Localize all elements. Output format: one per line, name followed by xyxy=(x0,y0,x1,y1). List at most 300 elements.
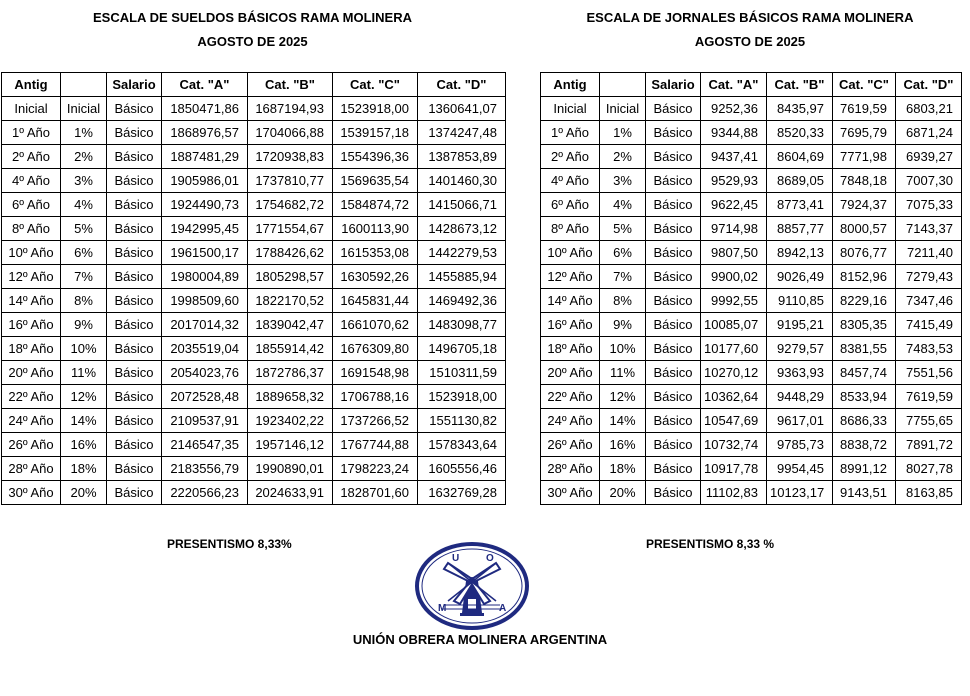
table-cell: Básico xyxy=(107,481,162,505)
table-cell: 5% xyxy=(61,217,107,241)
table-cell: 9807,50 xyxy=(701,241,767,265)
table-cell: 1374247,48 xyxy=(418,121,506,145)
table-cell: 4% xyxy=(61,193,107,217)
table-cell: 9344,88 xyxy=(701,121,767,145)
table-cell: 1442279,53 xyxy=(418,241,506,265)
table-cell: 5% xyxy=(600,217,646,241)
table-cell: 10085,07 xyxy=(701,313,767,337)
table-cell: 14% xyxy=(600,409,646,433)
table-cell: 22º Año xyxy=(541,385,600,409)
table-cell: 7211,40 xyxy=(896,241,962,265)
table-cell: 26º Año xyxy=(541,433,600,457)
table-cell: 1839042,47 xyxy=(248,313,333,337)
table-cell: 9714,98 xyxy=(701,217,767,241)
column-header: Cat. "C" xyxy=(333,73,418,97)
table-cell: 1630592,26 xyxy=(333,265,418,289)
logo-letter-o: O xyxy=(486,553,494,564)
table-cell: 8305,35 xyxy=(833,313,896,337)
table-cell: 1887481,29 xyxy=(162,145,248,169)
table-row xyxy=(2,193,506,217)
table-cell: Básico xyxy=(646,193,701,217)
table-row xyxy=(2,145,506,169)
table-cell: Básico xyxy=(646,433,701,457)
table-cell: 20% xyxy=(600,481,646,505)
table-row xyxy=(541,145,962,169)
table-cell: 10732,74 xyxy=(701,433,767,457)
table-cell: 30º Año xyxy=(541,481,600,505)
table-cell: 1661070,62 xyxy=(333,313,418,337)
table-row xyxy=(2,313,506,337)
table-cell: 7619,59 xyxy=(896,385,962,409)
table-cell: 1855914,42 xyxy=(248,337,333,361)
table-cell: 12º Año xyxy=(2,265,61,289)
table-cell: 8435,97 xyxy=(767,97,833,121)
table-cell: Básico xyxy=(107,145,162,169)
table-cell: 11102,83 xyxy=(701,481,767,505)
table-cell: 7619,59 xyxy=(833,97,896,121)
table-cell: 2072528,48 xyxy=(162,385,248,409)
presentismo-sueldos: PRESENTISMO 8,33% xyxy=(167,537,292,551)
table-cell: 1788426,62 xyxy=(248,241,333,265)
table-cell: 1615353,08 xyxy=(333,241,418,265)
table-cell: 18º Año xyxy=(2,337,61,361)
table-cell: Básico xyxy=(107,409,162,433)
table-cell: 2º Año xyxy=(2,145,61,169)
table-cell: 10917,78 xyxy=(701,457,767,481)
table-cell: 1687194,93 xyxy=(248,97,333,121)
table-cell: 8º Año xyxy=(2,217,61,241)
table-cell: 1469492,36 xyxy=(418,289,506,313)
table-row xyxy=(2,409,506,433)
table-cell: 1706788,16 xyxy=(333,385,418,409)
table-cell: 10270,12 xyxy=(701,361,767,385)
table-row xyxy=(2,265,506,289)
table-cell: 30º Año xyxy=(2,481,61,505)
table-cell: 9617,01 xyxy=(767,409,833,433)
table-cell: 6% xyxy=(61,241,107,265)
table-cell: 9% xyxy=(61,313,107,337)
table-cell: Básico xyxy=(646,265,701,289)
table-cell: 9529,93 xyxy=(701,169,767,193)
table-cell: 8857,77 xyxy=(767,217,833,241)
table-cell: 8991,12 xyxy=(833,457,896,481)
table-cell: 10º Año xyxy=(2,241,61,265)
table-cell: 2035519,04 xyxy=(162,337,248,361)
table-cell: Inicial xyxy=(2,97,61,121)
table-cell: 8773,41 xyxy=(767,193,833,217)
table-cell: 1798223,24 xyxy=(333,457,418,481)
table-cell: 7% xyxy=(61,265,107,289)
table-cell: 1957146,12 xyxy=(248,433,333,457)
table-cell: 1990890,01 xyxy=(248,457,333,481)
table-cell: 18% xyxy=(600,457,646,481)
table-cell: 1496705,18 xyxy=(418,337,506,361)
table-cell: 8000,57 xyxy=(833,217,896,241)
table-cell: Básico xyxy=(107,241,162,265)
table-cell: 20% xyxy=(61,481,107,505)
table-row xyxy=(541,385,962,409)
table-cell: 24º Año xyxy=(541,409,600,433)
table-cell: Básico xyxy=(107,433,162,457)
table-row xyxy=(2,241,506,265)
table-cell: 1428673,12 xyxy=(418,217,506,241)
table-cell: 18º Año xyxy=(541,337,600,361)
table-cell: 9622,45 xyxy=(701,193,767,217)
table-cell: 2% xyxy=(600,145,646,169)
column-header: Salario xyxy=(646,73,701,97)
table-cell: 3% xyxy=(600,169,646,193)
table-cell: 8076,77 xyxy=(833,241,896,265)
table-cell: 9143,51 xyxy=(833,481,896,505)
table-cell: 2146547,35 xyxy=(162,433,248,457)
table-cell: 9279,57 xyxy=(767,337,833,361)
table-cell: 1850471,86 xyxy=(162,97,248,121)
table-cell: Básico xyxy=(646,481,701,505)
column-header: Antig xyxy=(2,73,61,97)
table-cell: 1632769,28 xyxy=(418,481,506,505)
table-cell: 10% xyxy=(600,337,646,361)
column-header: Cat. "C" xyxy=(833,73,896,97)
table-cell: Básico xyxy=(107,385,162,409)
table-cell: 7% xyxy=(600,265,646,289)
table-row xyxy=(2,217,506,241)
table-cell: 1360641,07 xyxy=(418,97,506,121)
table-cell: Básico xyxy=(646,169,701,193)
table-cell: 7924,37 xyxy=(833,193,896,217)
table-cell: Básico xyxy=(107,121,162,145)
table-cell: 1º Año xyxy=(541,121,600,145)
table-cell: 14% xyxy=(61,409,107,433)
table-row xyxy=(541,97,962,121)
table-cell: 1600113,90 xyxy=(333,217,418,241)
table-row xyxy=(2,289,506,313)
table-cell: Básico xyxy=(646,457,701,481)
table-cell: 9954,45 xyxy=(767,457,833,481)
table-cell: 20º Año xyxy=(541,361,600,385)
table-cell: 1455885,94 xyxy=(418,265,506,289)
table-row xyxy=(541,337,962,361)
table-cell: 1387853,89 xyxy=(418,145,506,169)
table-cell: 1483098,77 xyxy=(418,313,506,337)
table-row xyxy=(541,433,962,457)
table-cell: 24º Año xyxy=(2,409,61,433)
table-cell: 2024633,91 xyxy=(248,481,333,505)
table-cell: 9992,55 xyxy=(701,289,767,313)
table-cell: 16% xyxy=(61,433,107,457)
table-cell: 10% xyxy=(61,337,107,361)
table-cell: 1828701,60 xyxy=(333,481,418,505)
table-cell: 2220566,23 xyxy=(162,481,248,505)
left-table-subtitle: AGOSTO DE 2025 xyxy=(197,34,308,49)
table-cell: Básico xyxy=(646,121,701,145)
table-cell: 1771554,67 xyxy=(248,217,333,241)
sueldos-table-body xyxy=(2,97,506,505)
table-cell: 1645831,44 xyxy=(333,289,418,313)
table-cell: 10123,17 xyxy=(767,481,833,505)
table-cell: 7483,53 xyxy=(896,337,962,361)
table-cell: 8604,69 xyxy=(767,145,833,169)
table-cell: 9% xyxy=(600,313,646,337)
table-cell: 7279,43 xyxy=(896,265,962,289)
table-cell: Básico xyxy=(646,241,701,265)
column-header: Cat. "B" xyxy=(248,73,333,97)
table-cell: 1872786,37 xyxy=(248,361,333,385)
column-header xyxy=(600,73,646,97)
header-row xyxy=(541,73,962,97)
table-cell: 8% xyxy=(61,289,107,313)
table-cell: 1767744,88 xyxy=(333,433,418,457)
table-cell: 1551130,82 xyxy=(418,409,506,433)
table-cell: 9195,21 xyxy=(767,313,833,337)
table-cell: Básico xyxy=(107,217,162,241)
table-cell: 9785,73 xyxy=(767,433,833,457)
table-cell: 2% xyxy=(61,145,107,169)
table-cell: 1737810,77 xyxy=(248,169,333,193)
sueldos-table-header xyxy=(2,73,506,97)
table-cell: Básico xyxy=(107,265,162,289)
table-row xyxy=(541,409,962,433)
header-row xyxy=(2,73,506,97)
table-cell: Básico xyxy=(646,145,701,169)
table-cell: 6939,27 xyxy=(896,145,962,169)
table-cell: 6º Año xyxy=(2,193,61,217)
table-cell: 8152,96 xyxy=(833,265,896,289)
table-cell: 1822170,52 xyxy=(248,289,333,313)
table-cell: 1% xyxy=(600,121,646,145)
table-cell: Básico xyxy=(107,337,162,361)
table-cell: Básico xyxy=(646,217,701,241)
table-cell: 2054023,76 xyxy=(162,361,248,385)
table-row xyxy=(541,121,962,145)
table-cell: 12º Año xyxy=(541,265,600,289)
table-cell: 1415066,71 xyxy=(418,193,506,217)
table-cell: 6871,24 xyxy=(896,121,962,145)
table-cell: 1554396,36 xyxy=(333,145,418,169)
logo-letter-m: M xyxy=(438,603,447,614)
table-cell: 9437,41 xyxy=(701,145,767,169)
table-cell: 1980004,89 xyxy=(162,265,248,289)
table-cell: 8% xyxy=(600,289,646,313)
table-cell: 1605556,46 xyxy=(418,457,506,481)
table-cell: 7848,18 xyxy=(833,169,896,193)
jornales-table xyxy=(540,72,962,505)
table-cell: Básico xyxy=(107,361,162,385)
table-cell: 7755,65 xyxy=(896,409,962,433)
logo-letter-a: A xyxy=(499,603,507,614)
table-cell: 28º Año xyxy=(541,457,600,481)
column-header: Cat. "D" xyxy=(896,73,962,97)
table-cell: 1578343,64 xyxy=(418,433,506,457)
table-cell: 10547,69 xyxy=(701,409,767,433)
table-cell: 1942995,45 xyxy=(162,217,248,241)
table-cell: 8533,94 xyxy=(833,385,896,409)
table-row xyxy=(2,97,506,121)
table-row xyxy=(2,481,506,505)
table-cell: 1868976,57 xyxy=(162,121,248,145)
table-row xyxy=(541,217,962,241)
table-cell: 4º Año xyxy=(2,169,61,193)
table-cell: 16º Año xyxy=(541,313,600,337)
table-cell: 10177,60 xyxy=(701,337,767,361)
table-cell: Básico xyxy=(107,97,162,121)
table-cell: Básico xyxy=(107,289,162,313)
column-header: Cat. "A" xyxy=(701,73,767,97)
table-cell: Básico xyxy=(646,385,701,409)
table-row xyxy=(2,361,506,385)
table-cell: 1754682,72 xyxy=(248,193,333,217)
table-cell: Inicial xyxy=(541,97,600,121)
table-cell: 8229,16 xyxy=(833,289,896,313)
table-cell: Básico xyxy=(646,313,701,337)
table-cell: 7075,33 xyxy=(896,193,962,217)
table-row xyxy=(541,241,962,265)
table-cell: 8838,72 xyxy=(833,433,896,457)
table-cell: 9363,93 xyxy=(767,361,833,385)
table-cell: 1569635,54 xyxy=(333,169,418,193)
table-cell: Básico xyxy=(107,169,162,193)
table-cell: 1539157,18 xyxy=(333,121,418,145)
table-cell: 7415,49 xyxy=(896,313,962,337)
table-cell: Básico xyxy=(107,313,162,337)
table-cell: 7347,46 xyxy=(896,289,962,313)
table-cell: 7695,79 xyxy=(833,121,896,145)
windmill-icon xyxy=(417,544,527,628)
table-cell: 4º Año xyxy=(541,169,600,193)
table-cell: 8689,05 xyxy=(767,169,833,193)
sueldos-table xyxy=(1,72,506,505)
table-cell: 26º Año xyxy=(2,433,61,457)
table-cell: 8027,78 xyxy=(896,457,962,481)
table-cell: 11% xyxy=(600,361,646,385)
right-table-subtitle: AGOSTO DE 2025 xyxy=(694,34,806,49)
table-cell: 1961500,17 xyxy=(162,241,248,265)
table-cell: 8457,74 xyxy=(833,361,896,385)
table-cell: 9900,02 xyxy=(701,265,767,289)
table-row xyxy=(541,289,962,313)
table-cell: 2º Año xyxy=(541,145,600,169)
table-cell: Básico xyxy=(646,289,701,313)
table-row xyxy=(541,313,962,337)
table-cell: 1924490,73 xyxy=(162,193,248,217)
table-cell: 12% xyxy=(61,385,107,409)
table-row xyxy=(2,457,506,481)
table-cell: Básico xyxy=(107,457,162,481)
table-cell: Inicial xyxy=(600,97,646,121)
table-cell: 1704066,88 xyxy=(248,121,333,145)
table-cell: 1º Año xyxy=(2,121,61,145)
table-cell: 9448,29 xyxy=(767,385,833,409)
table-cell: 8520,33 xyxy=(767,121,833,145)
table-cell: 28º Año xyxy=(2,457,61,481)
table-cell: 1805298,57 xyxy=(248,265,333,289)
table-cell: 14º Año xyxy=(541,289,600,313)
table-cell: 22º Año xyxy=(2,385,61,409)
table-cell: Básico xyxy=(646,361,701,385)
table-cell: 6% xyxy=(600,241,646,265)
table-cell: Básico xyxy=(107,193,162,217)
table-cell: 8163,85 xyxy=(896,481,962,505)
table-cell: 2109537,91 xyxy=(162,409,248,433)
table-cell: 8º Año xyxy=(541,217,600,241)
presentismo-jornales: PRESENTISMO 8,33 % xyxy=(646,537,775,551)
table-cell: 1676309,80 xyxy=(333,337,418,361)
table-cell: 8942,13 xyxy=(767,241,833,265)
table-cell: Básico xyxy=(646,409,701,433)
table-cell: 6803,21 xyxy=(896,97,962,121)
table-cell: 1523918,00 xyxy=(333,97,418,121)
organization-name: UNIÓN OBRERA MOLINERA ARGENTINA xyxy=(352,632,608,647)
table-cell: 1691548,98 xyxy=(333,361,418,385)
table-row xyxy=(2,121,506,145)
table-cell: 8381,55 xyxy=(833,337,896,361)
table-cell: 10º Año xyxy=(541,241,600,265)
table-cell: 1523918,00 xyxy=(418,385,506,409)
table-cell: 14º Año xyxy=(2,289,61,313)
table-cell: Básico xyxy=(646,97,701,121)
table-cell: 7551,56 xyxy=(896,361,962,385)
table-row xyxy=(541,481,962,505)
table-cell: 9110,85 xyxy=(767,289,833,313)
table-cell: 11% xyxy=(61,361,107,385)
table-row xyxy=(541,265,962,289)
jornales-table-header xyxy=(541,73,962,97)
table-cell: 2017014,32 xyxy=(162,313,248,337)
table-cell: Inicial xyxy=(61,97,107,121)
jornales-table-body xyxy=(541,97,962,505)
table-cell: 9252,36 xyxy=(701,97,767,121)
table-cell: 1720938,83 xyxy=(248,145,333,169)
column-header: Antig xyxy=(541,73,600,97)
table-cell: 16% xyxy=(600,433,646,457)
table-cell: 10362,64 xyxy=(701,385,767,409)
logo-letter-u: U xyxy=(452,553,460,564)
table-cell: 1584874,72 xyxy=(333,193,418,217)
table-cell: 7143,37 xyxy=(896,217,962,241)
table-cell: 16º Año xyxy=(2,313,61,337)
column-header: Cat. "B" xyxy=(767,73,833,97)
table-row xyxy=(2,337,506,361)
table-cell: 7771,98 xyxy=(833,145,896,169)
table-cell: 7007,30 xyxy=(896,169,962,193)
column-header: Cat. "A" xyxy=(162,73,248,97)
table-cell: 1923402,22 xyxy=(248,409,333,433)
table-cell: 18% xyxy=(61,457,107,481)
table-cell: Básico xyxy=(646,337,701,361)
column-header xyxy=(61,73,107,97)
table-cell: 9026,49 xyxy=(767,265,833,289)
column-header: Salario xyxy=(107,73,162,97)
table-cell: 1905986,01 xyxy=(162,169,248,193)
table-row xyxy=(2,433,506,457)
table-row xyxy=(2,385,506,409)
table-cell: 1510311,59 xyxy=(418,361,506,385)
column-header: Cat. "D" xyxy=(418,73,506,97)
table-cell: 20º Año xyxy=(2,361,61,385)
table-row xyxy=(541,361,962,385)
table-cell: 2183556,79 xyxy=(162,457,248,481)
table-cell: 4% xyxy=(600,193,646,217)
table-cell: 1% xyxy=(61,121,107,145)
table-cell: 8686,33 xyxy=(833,409,896,433)
table-cell: 1889658,32 xyxy=(248,385,333,409)
table-cell: 1998509,60 xyxy=(162,289,248,313)
table-cell: 6º Año xyxy=(541,193,600,217)
uoma-logo xyxy=(414,541,530,631)
table-row xyxy=(541,457,962,481)
table-row xyxy=(541,169,962,193)
left-table-title: ESCALA DE SUELDOS BÁSICOS RAMA MOLINERA xyxy=(93,10,412,25)
table-cell: 1401460,30 xyxy=(418,169,506,193)
